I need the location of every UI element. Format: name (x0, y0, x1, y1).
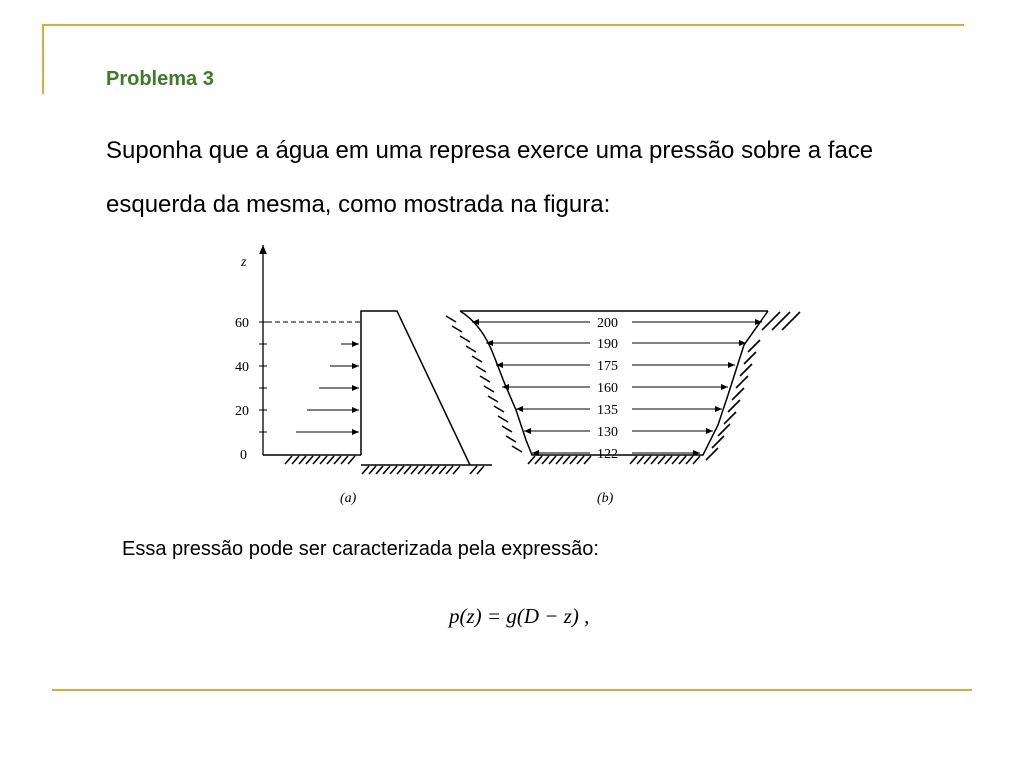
panel-b-label: (b) (597, 491, 614, 506)
width-label: 122 (597, 447, 618, 462)
slide-title: Problema 3 (106, 68, 214, 90)
problem-statement: Suponha que a água em uma represa exerce uma pressão sobre a face esquerda da mesma, como mostrada na figura: (106, 137, 874, 218)
panel-a-label: (a) (340, 491, 357, 506)
panel-a (235, 245, 492, 506)
right-hatching (706, 312, 800, 460)
z-axis-label: z (241, 255, 247, 270)
tick-label-0: 0 (240, 448, 247, 463)
panel-b (446, 311, 800, 506)
pressure-formula: p(z) = g(D − z) , (449, 604, 590, 628)
width-label: 135 (597, 403, 618, 418)
dam-profile (361, 311, 470, 465)
width-label: 130 (597, 425, 618, 440)
expression-intro: Essa pressão pode ser caracterizada pela expressão: (122, 538, 599, 560)
tick-label-60: 60 (235, 316, 249, 331)
width-labels (597, 316, 618, 462)
tick-label-40: 40 (235, 360, 249, 375)
width-label: 160 (597, 381, 618, 396)
width-label: 175 (597, 359, 618, 374)
width-label: 190 (597, 337, 618, 352)
width-label: 200 (597, 316, 618, 331)
left-hatching (446, 316, 700, 464)
tick-label-20: 20 (235, 404, 249, 419)
